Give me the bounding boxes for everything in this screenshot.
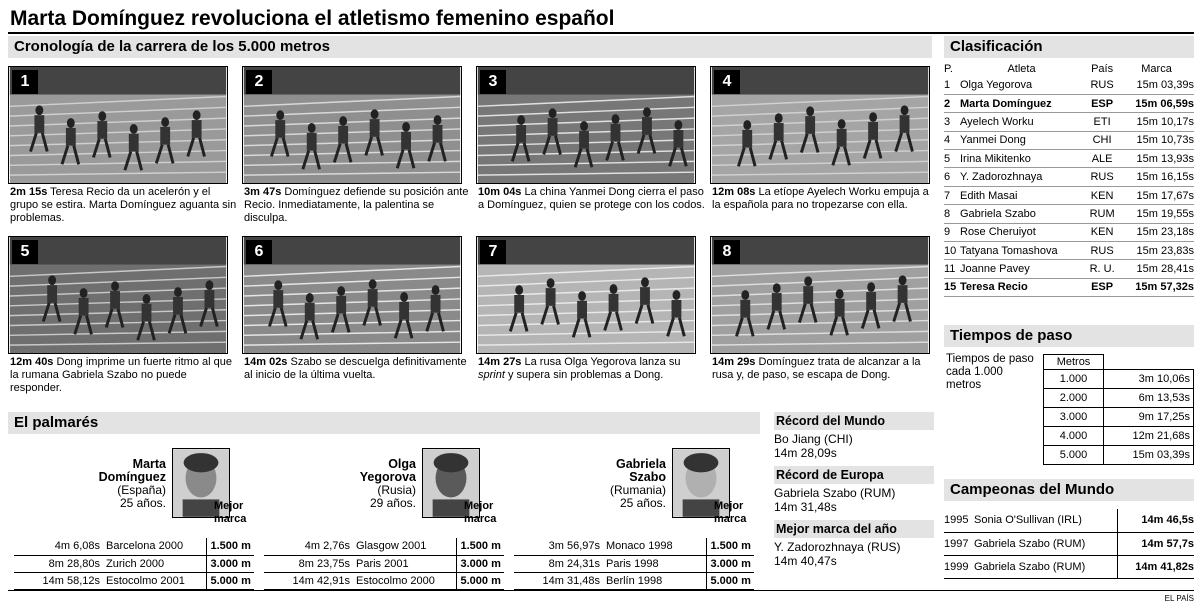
clasificacion-cell-marca: 15m 23,83s: [1119, 242, 1194, 260]
tiempos-row: [1044, 408, 1194, 427]
race-photo-3: [476, 66, 696, 184]
record-holder: Bo Jiang (CHI): [774, 432, 853, 446]
mark-distance: 3.000 m: [206, 555, 254, 572]
clasificacion-cell-p: 7: [944, 186, 958, 204]
photo-caption-4: [712, 186, 940, 212]
clasificacion-cell-p: 15: [944, 278, 958, 296]
clasificacion-cell-p: 10: [944, 242, 958, 260]
photo-number: 3: [480, 70, 506, 94]
caption-time: 3m 47s: [244, 186, 282, 198]
mark-place: Glasgow 2001: [356, 538, 456, 555]
tiempos-time: 3m 10,06s: [1104, 370, 1194, 389]
campeonas-name: Gabriela Szabo (RUM): [974, 555, 1118, 578]
clasificacion-cell-pais: ESP: [1085, 278, 1119, 296]
mark-time: 14m 31,48s: [514, 572, 606, 589]
mark-place: Estocolmo 2000: [356, 572, 456, 589]
race-photo-6: [242, 236, 462, 354]
clasificacion-cell-pais: KEN: [1085, 186, 1119, 204]
clasificacion-cell-p: 3: [944, 113, 958, 131]
athlete-info: [360, 458, 416, 510]
tiempos-row: [1044, 370, 1194, 389]
race-photo-8: [710, 236, 930, 354]
record-holder: Gabriela Szabo (RUM): [774, 486, 896, 500]
race-photo-1: [8, 66, 228, 184]
tiempos-distance: 5.000: [1044, 446, 1104, 465]
caption-text: La rusa Olga Yegorova lanza su: [521, 356, 681, 368]
caption-text: La china Yanmei Dong cierra el paso a Domínguez, quien se protege con los codos.: [478, 186, 705, 211]
clasificacion-row: [944, 223, 1194, 241]
clasificacion-row: [944, 205, 1194, 223]
mark-time: 14m 42,91s: [264, 572, 356, 589]
credit: EL PAÍS: [1164, 594, 1194, 603]
clasificacion-cell-p: 8: [944, 205, 958, 223]
tiempos-col-header: Metros: [1044, 355, 1104, 370]
mark-time: 4m 6,08s: [14, 538, 106, 555]
footer-rule: [8, 590, 1194, 591]
athlete-marks-table: [14, 538, 254, 590]
clasificacion-cell-marca: 15m 23,18s: [1119, 223, 1194, 241]
photo-number: 4: [714, 70, 740, 94]
athlete-country: (Rusia): [377, 483, 416, 497]
photo-number: 7: [480, 240, 506, 264]
mark-time: 4m 2,76s: [264, 538, 356, 555]
tiempos-label: Tiempos de paso cada 1.000 metros: [946, 353, 1034, 391]
photo-number: 8: [714, 240, 740, 264]
record-holder: Y. Zadorozhnaya (RUS): [774, 540, 901, 554]
clasificacion-row: [944, 168, 1194, 186]
campeonas-time: 14m 41,82s: [1118, 555, 1194, 578]
record-time: 14m 40,47s: [774, 554, 837, 568]
mark-time: 14m 58,12s: [14, 572, 106, 589]
campeonas-time: 14m 46,5s: [1118, 509, 1194, 532]
clasificacion-cell-atleta: Y. Zadorozhnaya: [958, 168, 1085, 186]
clasificacion-cell-atleta: Olga Yegorova: [958, 76, 1085, 94]
athlete-last-name: Yegorova: [359, 470, 416, 484]
clasificacion-cell-pais: RUS: [1085, 242, 1119, 260]
campeonas-row: [944, 555, 1194, 578]
headline-bar: [8, 4, 1194, 34]
athlete-last-name: Domínguez: [98, 470, 166, 484]
mark-distance: 5.000 m: [706, 572, 754, 589]
clasificacion-cell-pais: R. U.: [1085, 260, 1119, 278]
record-block: [774, 412, 934, 460]
mark-place: Paris 1998: [606, 555, 706, 572]
clasificacion-cell-atleta: Marta Domínguez: [958, 94, 1085, 112]
col-p: P.: [944, 63, 953, 75]
campeonas-row: [944, 509, 1194, 532]
clasificacion-cell-marca: 15m 10,17s: [1119, 113, 1194, 131]
photo-caption-5: [10, 356, 238, 395]
tiempos-row: [1044, 446, 1194, 465]
athlete-card: [14, 448, 254, 588]
clasificacion-cell-pais: RUM: [1085, 205, 1119, 223]
mejor-marca-label: Mejor marca: [464, 500, 497, 525]
photo-number: 1: [12, 70, 38, 94]
tiempos-distance: 2.000: [1044, 389, 1104, 408]
campeonas-year: 1995: [944, 509, 974, 532]
photo-number: 2: [246, 70, 272, 94]
clasificacion-cell-marca: 15m 10,73s: [1119, 131, 1194, 149]
campeonas-table: [944, 509, 1194, 579]
tiempos-time: 9m 17,25s: [1104, 408, 1194, 427]
campeonas-time: 14m 57,7s: [1118, 532, 1194, 555]
photo-caption-7: [478, 356, 706, 382]
clasificacion-row: [944, 278, 1194, 296]
athlete-mark-row: [14, 538, 254, 555]
clasificacion-cell-p: 6: [944, 168, 958, 186]
headline: Marta Domínguez revoluciona el atletismo femenino español: [10, 7, 615, 30]
caption-time: 10m 04s: [478, 186, 522, 198]
athlete-marks-table: [514, 538, 754, 590]
clasificacion-cell-pais: ESP: [1085, 94, 1119, 112]
photo-number: 6: [246, 240, 272, 264]
photo-caption-6: [244, 356, 472, 382]
athlete-first-name: Marta: [132, 457, 166, 471]
mark-time: 3m 56,97s: [514, 538, 606, 555]
caption-text: Szabo se descuelga definitivamente al inicio de la última vuelta.: [244, 356, 467, 381]
race-photo-5: [8, 236, 228, 354]
clasificacion-cell-pais: CHI: [1085, 131, 1119, 149]
photo-number: 5: [12, 240, 38, 264]
athlete-mark-row: [14, 555, 254, 572]
caption-text: Teresa Recio da un acelerón y el grupo se estira. Marta Domínguez aguanta sin problemas.: [10, 186, 237, 224]
athlete-age: 25 años.: [119, 496, 166, 510]
mark-place: Estocolmo 2001: [106, 572, 206, 589]
caption-time: 12m 08s: [712, 186, 756, 198]
clasificacion-row: [944, 150, 1194, 168]
athlete-marks-table: [264, 538, 504, 590]
mark-distance: 1.500 m: [706, 538, 754, 555]
tiempos-time: 6m 13,53s: [1104, 389, 1194, 408]
photo-caption-1: [10, 186, 238, 225]
mejor-marca-label: Mejor marca: [714, 500, 747, 525]
athlete-mark-row: [264, 572, 504, 589]
tiempos-time: 12m 21,68s: [1104, 427, 1194, 446]
athlete-info: [99, 458, 166, 510]
clasificacion-cell-marca: 15m 19,55s: [1119, 205, 1194, 223]
caption-text: y supera sin problemas a Dong.: [504, 369, 664, 381]
tiempos-distance: 4.000: [1044, 427, 1104, 446]
race-photo-2: [242, 66, 462, 184]
campeonas-name: Sonia O'Sullivan (IRL): [974, 509, 1118, 532]
athlete-mark-row: [514, 555, 754, 572]
record-time: 14m 31,48s: [774, 500, 837, 514]
photo-caption-3: [478, 186, 706, 212]
clasificacion-cell-atleta: Tatyana Tomashova: [958, 242, 1085, 260]
caption-text: Dong imprime un fuerte ritmo al que la rumana Gabriela Szabo no puede responder.: [10, 356, 232, 394]
tiempos-title: Tiempos de paso: [944, 325, 1194, 347]
mark-distance: 3.000 m: [456, 555, 504, 572]
athlete-first-name: Gabriela: [615, 457, 666, 471]
caption-time: 2m 15s: [10, 186, 48, 198]
clasificacion-row: [944, 131, 1194, 149]
clasificacion-cell-atleta: Rose Cheruiyot: [958, 223, 1085, 241]
mark-place: Zurich 2000: [106, 555, 206, 572]
mejor-marca-label: Mejor marca: [214, 500, 247, 525]
caption-emphasis: sprint: [478, 369, 505, 381]
clasificacion-title: Clasificación: [944, 36, 1194, 58]
athlete-card: [514, 448, 754, 588]
athlete-age: 29 años.: [369, 496, 416, 510]
clasificacion-cell-pais: KEN: [1085, 223, 1119, 241]
athlete-country: (Rumania): [609, 483, 666, 497]
tiempos-time: 15m 03,39s: [1104, 446, 1194, 465]
athlete-last-name: Szabo: [629, 470, 666, 484]
caption-text: Domínguez trata de alcanzar a la rusa y, de paso, se escapa de Dong.: [712, 356, 921, 381]
record-block: [774, 466, 934, 514]
mark-place: Paris 2001: [356, 555, 456, 572]
campeonas-name: Gabriela Szabo (RUM): [974, 532, 1118, 555]
mark-time: 8m 24,31s: [514, 555, 606, 572]
clasificacion-cell-marca: 15m 13,93s: [1119, 150, 1194, 168]
mark-distance: 5.000 m: [456, 572, 504, 589]
athlete-mark-row: [14, 572, 254, 589]
clasificacion-row: [944, 260, 1194, 278]
clasificacion-row: [944, 94, 1194, 112]
clasificacion-cell-pais: ETI: [1085, 113, 1119, 131]
caption-time: 14m 27s: [478, 356, 522, 368]
athlete-info: [610, 458, 666, 510]
tiempos-row: [1044, 389, 1194, 408]
record-title: Récord del Mundo: [774, 412, 934, 430]
clasificacion-cell-atleta: Yanmei Dong: [958, 131, 1085, 149]
clasificacion-cell-atleta: Edith Masai: [958, 186, 1085, 204]
clasificacion-cell-marca: 15m 57,32s: [1119, 278, 1194, 296]
clasificacion-cell-p: 4: [944, 131, 958, 149]
mark-distance: 5.000 m: [206, 572, 254, 589]
clasificacion-cell-p: 1: [944, 76, 958, 94]
caption-time: 12m 40s: [10, 356, 54, 368]
clasificacion-table: [944, 62, 1194, 297]
mark-distance: 1.500 m: [206, 538, 254, 555]
clasificacion-cell-p: 5: [944, 150, 958, 168]
mark-distance: 3.000 m: [706, 555, 754, 572]
photo-caption-2: [244, 186, 472, 225]
mark-place: Berlín 1998: [606, 572, 706, 589]
clasificacion-cell-atleta: Gabriela Szabo: [958, 205, 1085, 223]
campeonas-year: 1999: [944, 555, 974, 578]
athlete-mark-row: [264, 538, 504, 555]
race-photo-7: [476, 236, 696, 354]
clasificacion-cell-p: 11: [944, 260, 958, 278]
athlete-mark-row: [514, 538, 754, 555]
athlete-mark-row: [514, 572, 754, 589]
athlete-country: (España): [117, 483, 166, 497]
caption-text: La etíope Ayelech Worku empuja a la española para no tropezarse con ella.: [712, 186, 929, 211]
palmares-title: El palmarés: [8, 412, 760, 434]
race-photo-4: [710, 66, 930, 184]
mark-time: 8m 28,80s: [14, 555, 106, 572]
clasificacion-row: [944, 186, 1194, 204]
clasificacion-cell-marca: 15m 16,15s: [1119, 168, 1194, 186]
clasificacion-cell-marca: 15m 03,39s: [1119, 76, 1194, 94]
mark-time: 8m 23,75s: [264, 555, 356, 572]
caption-time: 14m 29s: [712, 356, 756, 368]
clasificacion-header-row: [944, 62, 1194, 76]
caption-text: Domínguez defiende su posición ante Recio. Inmediatamente, la palentina se disculpa.: [244, 186, 469, 224]
cronologia-title: Cronología de la carrera de los 5.000 metros: [8, 36, 932, 58]
clasificacion-cell-marca: 15m 28,41s: [1119, 260, 1194, 278]
clasificacion-cell-p: 9: [944, 223, 958, 241]
clasificacion-row: [944, 242, 1194, 260]
photo-caption-8: [712, 356, 940, 382]
record-block: [774, 520, 934, 568]
tiempos-distance: 3.000: [1044, 408, 1104, 427]
clasificacion-cell-atleta: Teresa Recio: [958, 278, 1085, 296]
clasificacion-cell-pais: RUS: [1085, 76, 1119, 94]
clasificacion-cell-pais: ALE: [1085, 150, 1119, 168]
clasificacion-cell-atleta: Joanne Pavey: [958, 260, 1085, 278]
mark-place: Barcelona 2000: [106, 538, 206, 555]
clasificacion-cell-p: 2: [944, 94, 958, 112]
clasificacion-cell-atleta: Ayelech Worku: [958, 113, 1085, 131]
athlete-first-name: Olga: [388, 457, 416, 471]
campeonas-year: 1997: [944, 532, 974, 555]
col-marca: Marca: [1141, 63, 1172, 75]
clasificacion-cell-pais: RUS: [1085, 168, 1119, 186]
campeonas-row: [944, 532, 1194, 555]
col-pais: País: [1091, 63, 1114, 75]
tiempos-row: [1044, 427, 1194, 446]
record-title: Récord de Europa: [774, 466, 934, 484]
record-title: Mejor marca del año: [774, 520, 934, 538]
caption-time: 14m 02s: [244, 356, 288, 368]
clasificacion-cell-marca: 15m 17,67s: [1119, 186, 1194, 204]
tiempos-table: [1043, 354, 1194, 465]
athlete-mark-row: [264, 555, 504, 572]
mark-place: Monaco 1998: [606, 538, 706, 555]
record-time: 14m 28,09s: [774, 446, 837, 460]
campeonas-title: Campeonas del Mundo: [944, 479, 1194, 501]
clasificacion-row: [944, 76, 1194, 94]
clasificacion-cell-atleta: Irina Mikitenko: [958, 150, 1085, 168]
mark-distance: 1.500 m: [456, 538, 504, 555]
athlete-age: 25 años.: [619, 496, 666, 510]
athlete-card: [264, 448, 504, 588]
col-atleta: Atleta: [1007, 63, 1036, 75]
clasificacion-row: [944, 113, 1194, 131]
clasificacion-cell-marca: 15m 06,59s: [1119, 94, 1194, 112]
tiempos-distance: 1.000: [1044, 370, 1104, 389]
